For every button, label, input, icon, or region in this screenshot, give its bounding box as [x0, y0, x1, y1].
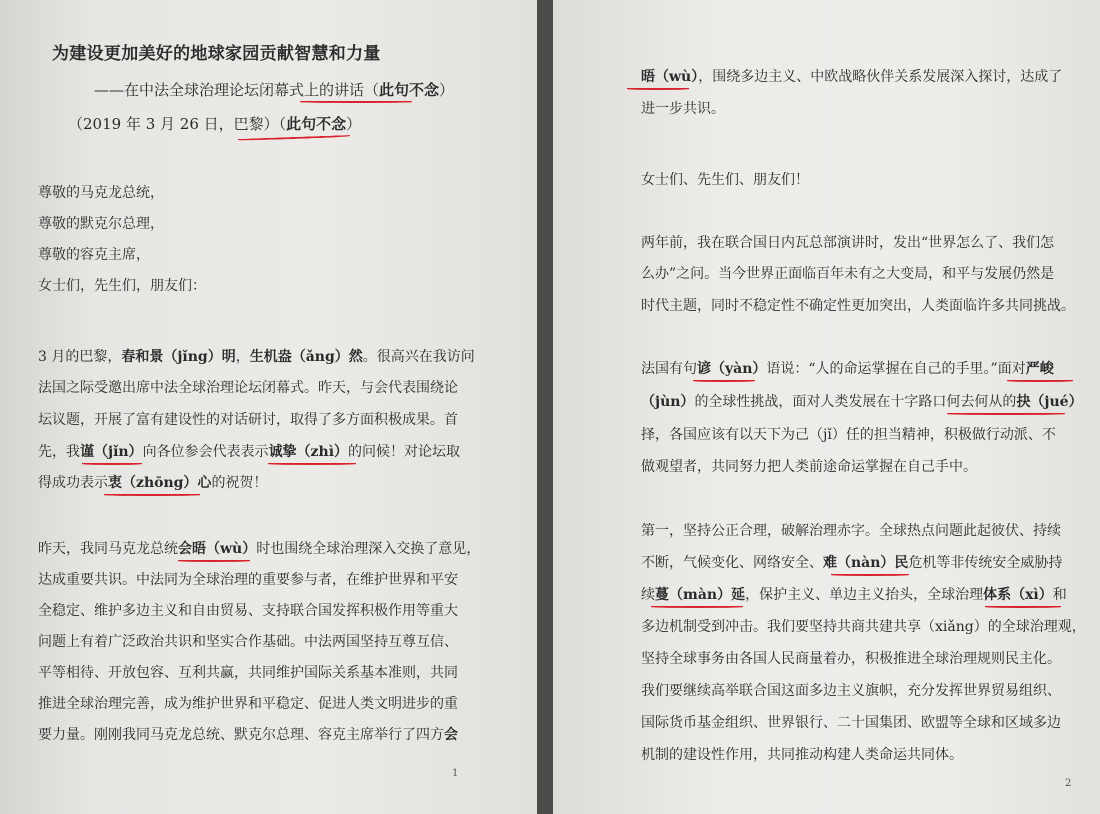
paragraph-line: 择，各国应该有以天下为己（jǐ）任的担当精神，积极做行动派、不: [641, 427, 1056, 443]
skip-note: 此句不念: [286, 115, 347, 133]
left-page: [0, 0, 537, 814]
paragraph-line: [641, 585, 1067, 605]
text-segment: ，: [235, 349, 250, 365]
text-segment: 昨天，我同马克龙总统: [38, 541, 178, 557]
text-segment: ）: [439, 81, 455, 99]
paragraph-line: [641, 553, 1062, 573]
bold-annotated-word: 谚（yàn）: [697, 361, 767, 377]
skip-note: 此句不念: [379, 81, 440, 99]
paragraph-line: 做观望者，共同努力把人类前途命运掌握在自己手中。: [641, 459, 977, 475]
salutation-president: 尊敬的马克龙总统，: [38, 185, 164, 201]
paragraph-line: 么办”之问。当今世界正面临百年未有之大变局，和平与发展仍然是: [641, 266, 1055, 282]
paragraph-line: 问题上有着广泛政治共识和坚实合作基础。中法两国坚持互尊互信、: [38, 634, 458, 650]
paragraph-line: 国际货币基金组织、世界银行、二十国集团、欧盟等全球和区域多边: [641, 715, 1061, 731]
text-segment: 危机等非传统安全威胁持: [908, 555, 1063, 571]
speech-subtitle: [94, 80, 454, 100]
red-underline: [104, 494, 200, 496]
paragraph-line: 进一步共识。: [641, 101, 725, 117]
paragraph-line: [38, 473, 267, 493]
paragraph-line: 平等相待、开放包容、互利共赢，共同维护国际关系基本准则，共同: [38, 665, 458, 681]
red-underline: [238, 135, 350, 141]
text-segment: 向各位参会代表表示: [142, 444, 269, 460]
paragraph-line: 我们要继续高举联合国这面多边主义旗帜，充分发挥世界贸易组织、: [641, 683, 1061, 699]
bold-annotated-word: （jùn）: [641, 394, 695, 410]
red-underline: [300, 101, 412, 103]
red-underline: [82, 463, 142, 465]
paragraph-line: [38, 725, 458, 745]
paragraph-line: [641, 67, 1062, 87]
salutation-commission-president: 尊敬的容克主席，: [38, 247, 150, 263]
text-segment: 3 月的巴黎，: [38, 349, 122, 365]
text-segment: 续: [641, 587, 655, 603]
bold-annotated-word: 生机盎（ǎng）然: [249, 349, 363, 365]
red-underline: [985, 606, 1061, 608]
red-underline: [693, 380, 755, 382]
text-segment: 的全球性挑战，面对人类发展在十字路口何去何从的: [694, 394, 1017, 410]
paragraph-line: [38, 442, 460, 462]
bold-annotated-word: 春和景（jǐng）明: [121, 349, 236, 365]
bold-annotated-word: 体系（xì）: [983, 587, 1053, 603]
bold-annotated-word: 诚挚（zhì）: [268, 444, 349, 460]
paragraph-line: 法国之际受邀出席中法全球治理论坛闭幕式。昨天，与会代表围绕论: [38, 380, 458, 396]
red-underline: [178, 560, 250, 562]
paragraph-line: 坛议题，开展了富有建设性的对话研讨，取得了多方面积极成果。首: [38, 412, 458, 428]
page-number: 2: [1065, 778, 1072, 789]
bold-annotated-word: 衷（zhōng）心: [108, 475, 212, 491]
text-segment: 时也围绕全球治理深入交换了意见，: [256, 541, 481, 557]
text-segment: 得成功表示: [38, 475, 108, 491]
paragraph-line: [641, 392, 1083, 412]
paragraph-line: [38, 539, 480, 559]
paragraph-line: 机制的建设性作用，共同推动构建人类命运共同体。: [641, 747, 963, 763]
paragraph-line: 推进全球治理完善，成为维护世界和平稳定、促进人类文明进步的重: [38, 696, 458, 712]
paragraph-line: [641, 359, 1054, 379]
bold-annotated-word: 严峻: [1025, 361, 1054, 377]
paragraph-line: 达成重要共识。中法同为全球治理的重要参与者，在维护世界和平安: [38, 572, 458, 588]
text-segment: 不断，气候变化、网络安全、: [641, 555, 823, 571]
paragraph-line: [38, 347, 475, 367]
bold-annotated-word: 谨（jǐn）: [80, 444, 143, 460]
red-underline: [268, 463, 356, 465]
text-segment: 。很高兴在我访问: [362, 349, 475, 365]
text-segment: ）: [346, 115, 362, 133]
text-segment: 先，我: [38, 444, 80, 460]
text-segment: 法国有句: [641, 361, 697, 377]
red-underline: [651, 606, 743, 608]
red-underline: [947, 413, 1065, 415]
bold-annotated-word: 晤（wù）: [641, 69, 699, 85]
right-page: [553, 0, 1100, 814]
text-segment: 的问候！对论坛取: [348, 444, 461, 460]
paragraph-line: 时代主题，同时不稳定性不确定性更加突出，人类面临许多共同挑战。: [641, 298, 1075, 314]
text-segment: （2019 年 3 月 26 日，巴黎）（: [68, 115, 287, 133]
text-segment: 和: [1052, 587, 1067, 603]
greeting: 女士们、先生们、朋友们！: [641, 172, 809, 188]
red-underline: [1007, 380, 1073, 382]
page-number: 1: [452, 768, 459, 779]
bold-annotated-word: 会: [444, 727, 458, 743]
bold-annotated-word: 抉（jué）: [1016, 394, 1083, 410]
paragraph-line: 第一，坚持公正合理，破解治理赤字。全球热点问题此起彼伏、持续: [641, 523, 1061, 539]
bold-annotated-word: 蔓（màn）延: [655, 587, 746, 603]
paragraph-line: 多边机制受到冲击。我们要坚持共商共建共享（xiǎng）的全球治理观，: [641, 619, 1086, 635]
bold-annotated-word: 会晤（wù）: [178, 541, 257, 557]
speech-title: 为建设更加美好的地球家园贡献智慧和力量: [52, 44, 381, 64]
speech-dateline: [68, 114, 361, 134]
paragraph-line: 全稳定、维护多边主义和自由贸易、支持联合国发挥积极作用等重大: [38, 603, 458, 619]
salutation-chancellor: 尊敬的默克尔总理，: [38, 216, 164, 232]
text-segment: ，保护主义、单边主义抬头，全球治理: [745, 587, 984, 603]
bold-annotated-word: 难（nàn）民: [823, 555, 909, 571]
paragraph-line: 坚持全球事务由各国人民商量着办，积极推进全球治理规则民主化。: [641, 651, 1061, 667]
text-segment: 要力量。刚刚我同马克龙总统、默克尔总理、容克主席举行了四方: [38, 727, 444, 743]
red-underline: [627, 88, 689, 90]
text-segment: ——在中法全球治理论坛闭幕式上的讲话（: [94, 81, 380, 99]
text-segment: 语说：“人的命运掌握在自己的手里。”面对: [766, 361, 1026, 377]
paragraph-line: 两年前，我在联合国日内瓦总部演讲时，发出“世界怎么了、我们怎: [641, 235, 1055, 251]
text-segment: 的祝贺！: [211, 475, 268, 491]
salutation-audience: 女士们，先生们，朋友们：: [38, 278, 206, 294]
text-segment: ，围绕多边主义、中欧战略伙伴关系发展深入探讨，达成了: [698, 69, 1063, 85]
red-underline: [831, 574, 909, 576]
